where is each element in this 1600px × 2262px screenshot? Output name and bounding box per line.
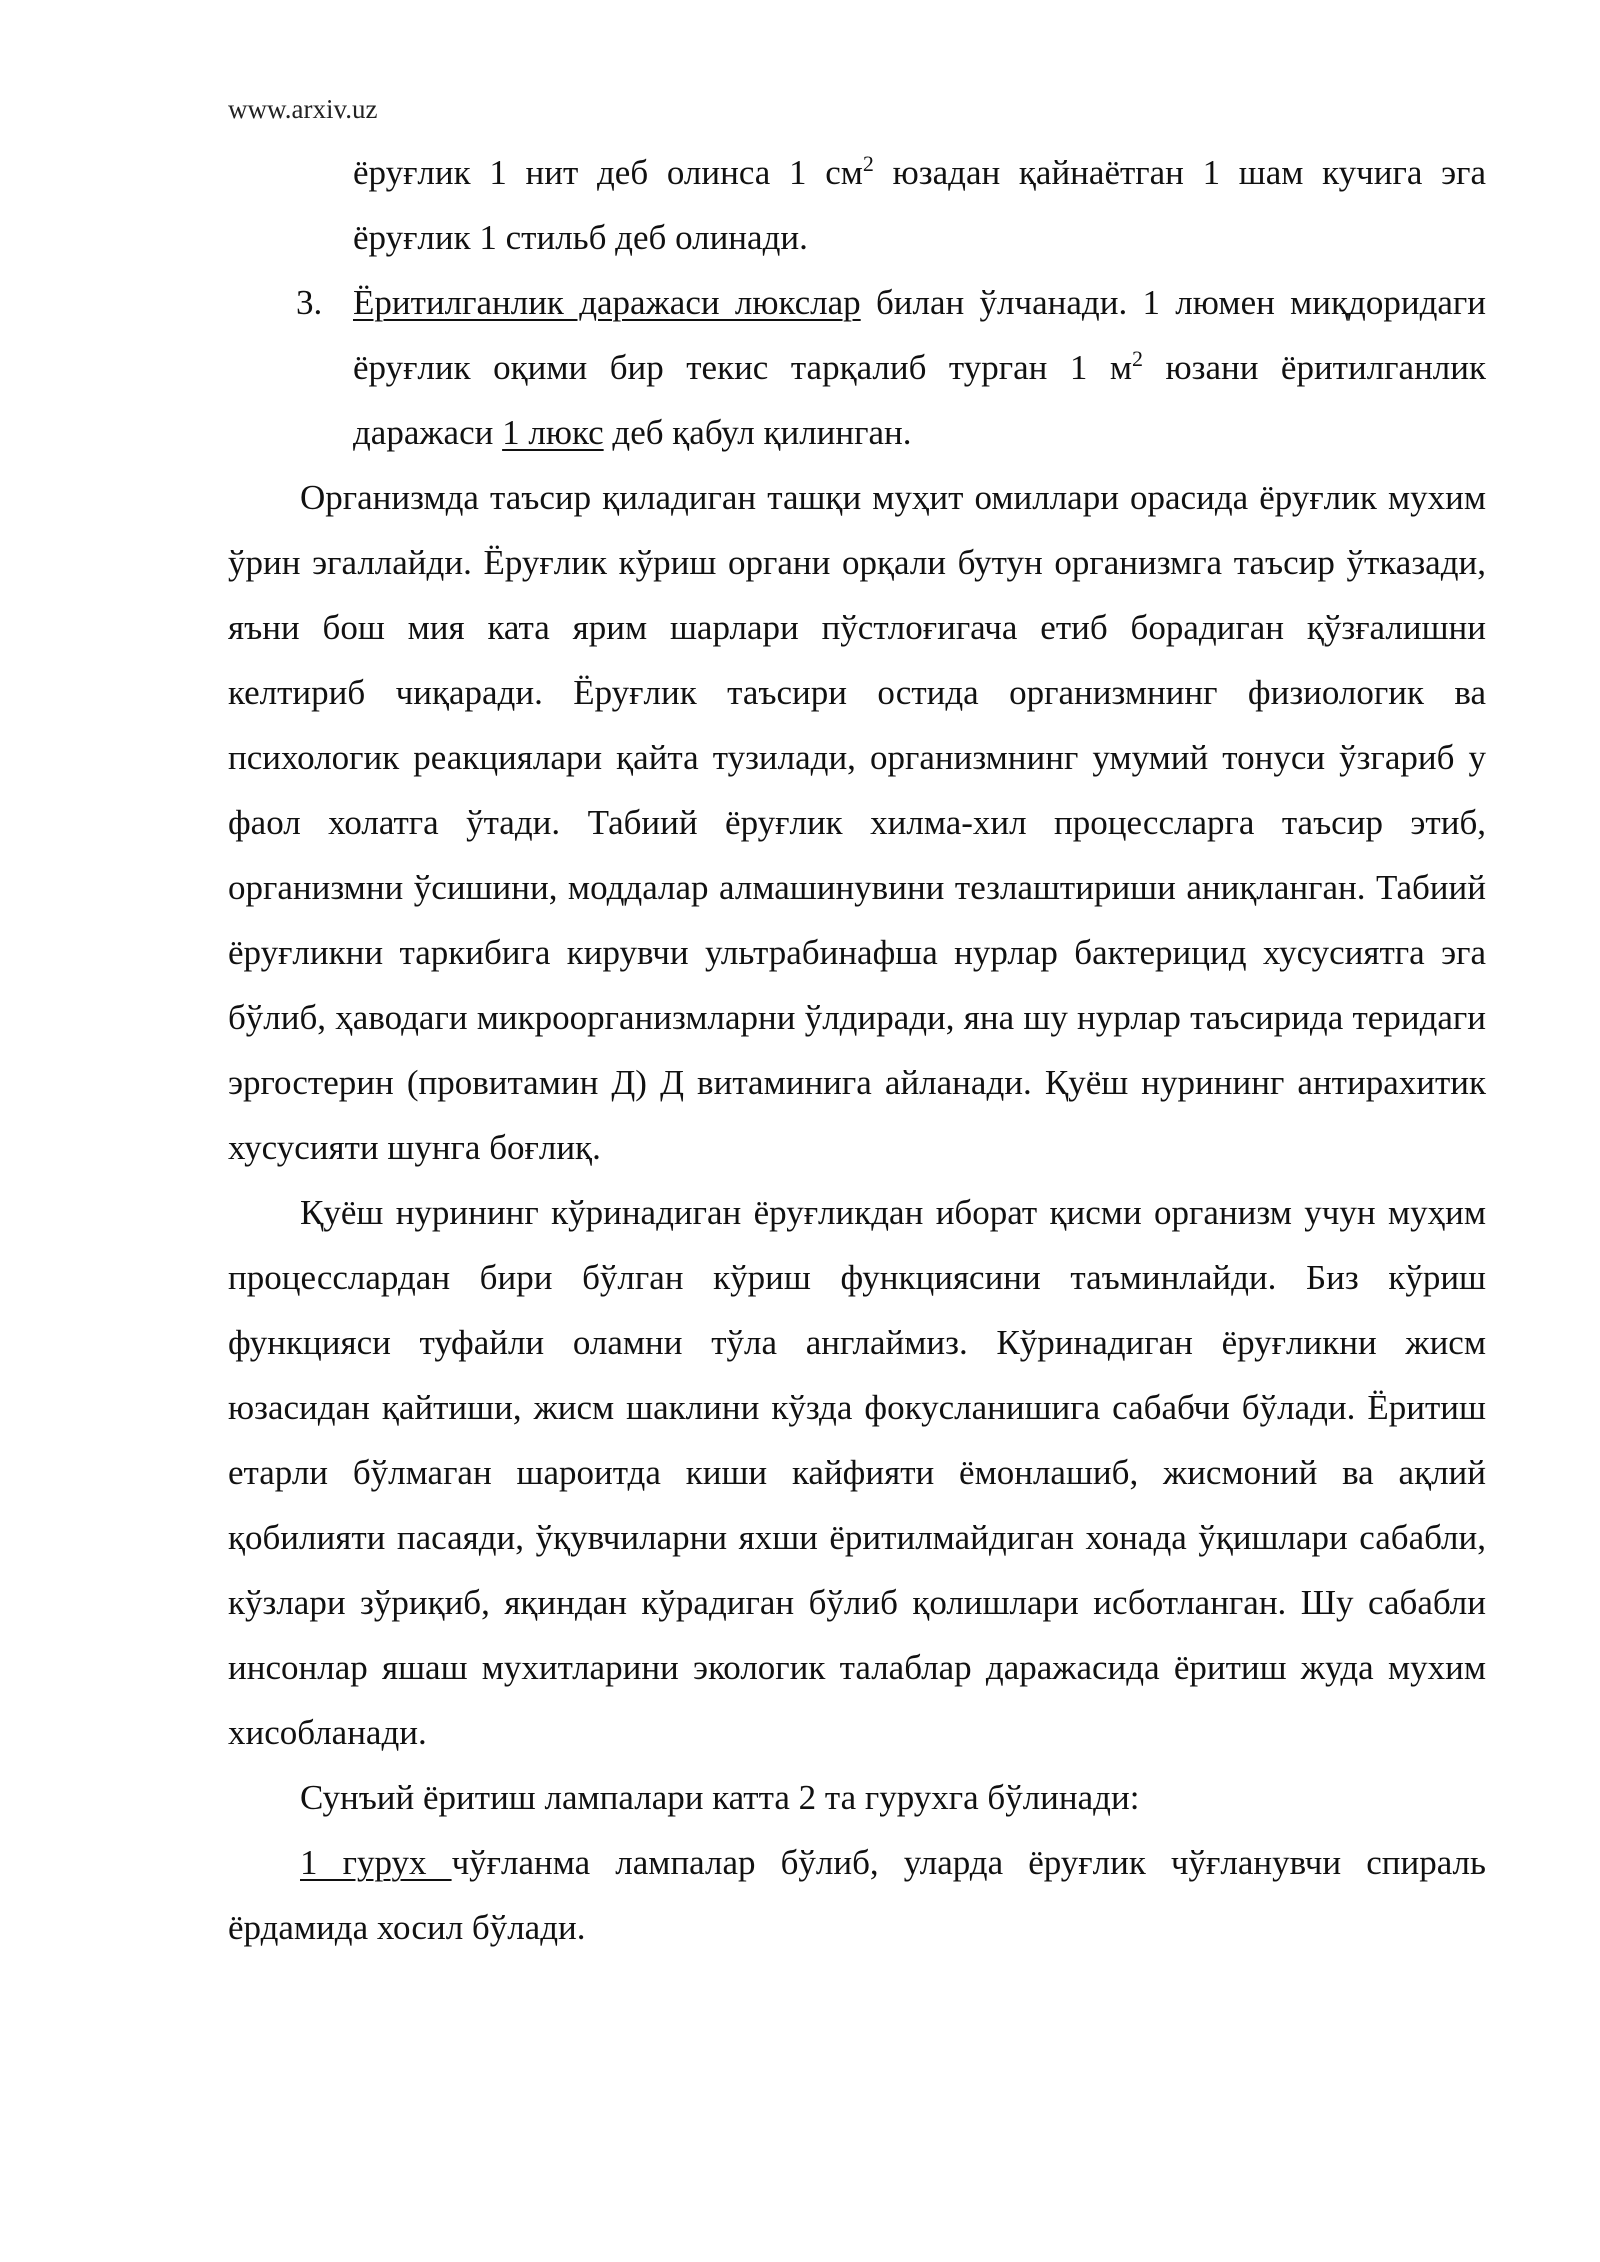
text-run: билан ўлчанади. 1 люмен миқдоридаги ёруғлик оқими бир текис тарқалиб турган 1 м: [353, 283, 1486, 387]
site-url-header: www.arxiv.uz: [228, 94, 378, 124]
text-run: чўғланма лампалар бўлиб, уларда ёруғлик чўғланувчи спираль ёрдамида хосил бўлади.: [228, 1843, 1486, 1947]
list-number: 3.: [296, 283, 323, 322]
underlined-term: Ёритилганлик даражаси люкслар: [353, 283, 861, 322]
superscript: 2: [1131, 346, 1143, 371]
paragraph-light-effects: Организмда таъсир қиладиган ташқи муҳит омиллари орасида ёруғлик мухим ўрин эгаллайди. Ёруғлик кўриш органи орқали бутун организмга таъсир ўтказади, яъни бош мия ката ярим шарлари пўстлоғигача етиб борадиган қўзғалишни келтириб чиқаради. Ёруғлик таъсири остида организмнинг физиологик ва психологик реакциялари қайта тузилади, организмнинг умумий тонуси ўзгариб у фаол холатга ўтади. Табиий ёруғлик хилма-хил процессларга таъсир этиб, организмни ўсишини, моддалар алмашинувини тезлаштириши аниқланган. Табиий ёруғликни таркибига кирувчи ультрабинафша нурлар бактерицид хусусиятга эга бўлиб, ҳаводаги микроорганизмларни ўлдиради, яна шу нурлар таъсирида теридаги эргостерин (провитамин Д) Д витаминига айланади. Қуёш нурининг антирахитик хусусияти шунга боғлиқ.: [228, 478, 1486, 1167]
text-run: юзадан қайнаётган 1 шам кучига эга ёруғлик 1 стильб деб олинади.: [353, 153, 1487, 257]
document-body: [228, 140, 1486, 1960]
text-run: деб қабул қилинган.: [603, 413, 912, 452]
underlined-term: 1 гурух: [300, 1843, 452, 1882]
paragraph-group-1: [228, 1830, 1486, 1960]
text-run: ёруғлик 1 нит деб олинса 1 см: [353, 153, 863, 192]
paragraph-visible-light: Қуёш нурининг кўринадиган ёруғликдан иборат қисми организм учун муҳим процесслардан бири бўлган кўриш функциясини таъминлайди. Биз кўриш функцияси туфайли оламни тўла англаймиз. Кўринадиган ёруғликни жисм юзасидан қайтиши, жисм шаклини кўзда фокусланишига сабабчи бўлади. Ёритиш етарли бўлмаган шароитда киши кайфияти ёмонлашиб, жисмоний ва ақлий қобилияти пасаяди, ўқувчиларни яхши ёритилмайдиган хонада ўқишлари сабабли, кўзлари зўриқиб, яқиндан кўрадиган бўлиб қолишлари исботланган. Шу сабабли инсонлар яшаш мухитларини экологик талаблар даражасида ёритиш жуда мухим хисобланади.: [228, 1193, 1486, 1752]
superscript: 2: [862, 151, 874, 176]
list-item-3: [296, 270, 1486, 465]
underlined-term: 1 люкс: [502, 413, 604, 452]
text-run: юзани ёритилганлик даражаси: [353, 348, 1486, 452]
list-item-2-continuation: [353, 140, 1486, 270]
paragraph-lamp-groups: Сунъий ёритиш лампалари катта 2 та гурухга бўлинади:: [300, 1778, 1140, 1817]
